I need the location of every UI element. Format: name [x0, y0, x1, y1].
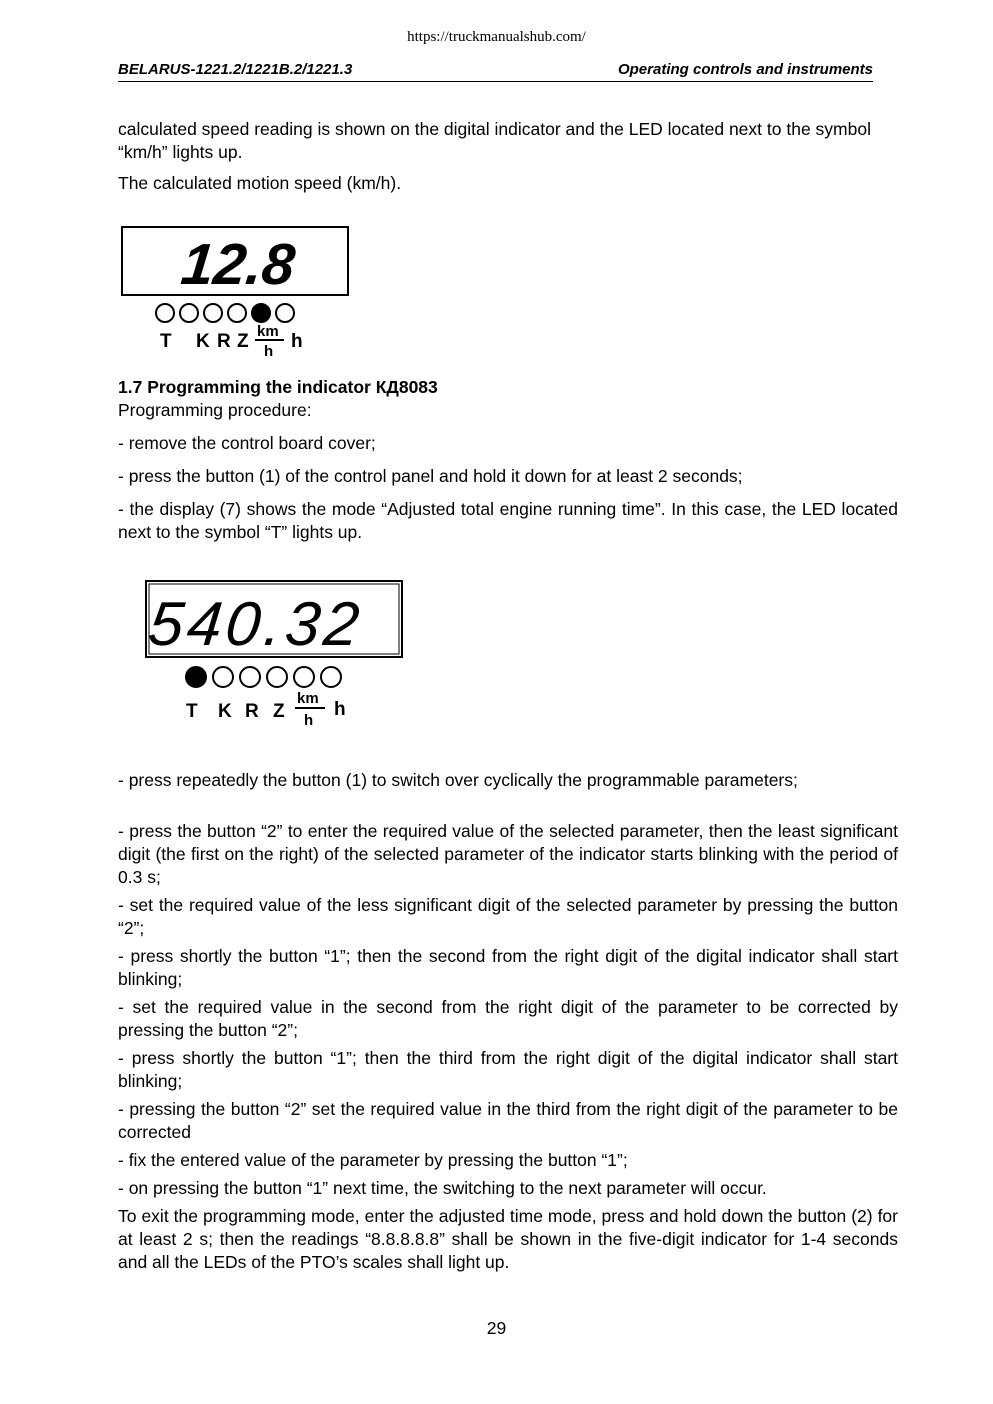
step-1: - remove the control board cover;: [118, 433, 376, 453]
led-3: [267, 667, 287, 687]
led-row: [156, 304, 294, 322]
indicator-diagram-time: [142, 577, 406, 731]
header-section: Operating controls and instruments: [617, 61, 873, 78]
label-h: h: [334, 699, 346, 720]
led-4: [294, 667, 314, 687]
led-3: [228, 304, 246, 322]
section-title: [118, 376, 898, 399]
label-Z: Z: [273, 701, 285, 722]
indicator-figure-speed: [120, 224, 352, 358]
step2-6: - press shortly the button “1”; then the third from the right digit of the digital indicator shall start blinking;: [118, 1048, 898, 1091]
label-K: K: [218, 701, 232, 722]
step2-2: - press the button “2” to enter the required value of the selected parameter, then the least significant digit (the first on the right) of the selected parameter of the indicator starts blinking with the period of 0.3 s;: [118, 821, 898, 887]
step2-1: - press repeatedly the button (1) to switch over cyclically the programmable parameters;: [118, 770, 798, 790]
label-T: T: [186, 701, 198, 722]
led-1: [213, 667, 233, 687]
label-Z: Z: [237, 331, 249, 352]
step2-7: - pressing the button “2” set the required value in the third from the right digit of the parameter to be corrected: [118, 1099, 898, 1142]
label-h: h: [291, 331, 303, 352]
page-number: 29: [486, 1318, 507, 1338]
indicator-diagram-speed: [120, 224, 352, 358]
intro-caption: The calculated motion speed (km/h).: [118, 173, 402, 193]
running-header: [118, 61, 873, 82]
exit-paragraph: To exit the programming mode, enter the adjusted time mode, press and hold down the button (2) for at least 2 s; then the readings “8.8.8.8.8” shall be shown in the five-digit indicator for 1-4 seconds and all the LEDs of the PTO’s scales shall light up.: [118, 1206, 898, 1272]
label-R: R: [217, 331, 231, 352]
label-R: R: [245, 701, 259, 722]
led-row: [186, 667, 341, 687]
section-heading: 1.7 Programming the indicator КД8083: [118, 377, 438, 397]
led-5: [321, 667, 341, 687]
label-h-denominator: h: [264, 343, 274, 358]
led-0: [186, 667, 206, 687]
step2-9: - on pressing the button “1” next time, the switching to the next parameter will occur.: [118, 1178, 767, 1198]
label-km: km: [257, 323, 279, 340]
step2-5: - set the required value in the second from the right digit of the parameter to be corrected by pressing the button “2”;: [118, 997, 898, 1040]
label-km: km: [297, 690, 319, 707]
section-lead: Programming procedure:: [118, 400, 312, 420]
step2-8: - fix the entered value of the parameter by pressing the button “1”;: [118, 1150, 628, 1170]
label-h-denominator: h: [304, 712, 314, 729]
step-2: - press the button (1) of the control panel and hold it down for at least 2 seconds;: [118, 466, 743, 486]
led-4: [252, 304, 270, 322]
led-1: [180, 304, 198, 322]
step2-3: - set the required value of the less significant digit of the selected parameter by pressing the button “2”;: [118, 895, 898, 938]
intro-paragraph: calculated speed reading is shown on the digital indicator and the LED located next to the symbol “km/h” lights up.: [118, 119, 871, 162]
label-K: K: [196, 331, 210, 352]
led-5: [276, 304, 294, 322]
source-url[interactable]: https://truckmanualshub.com/: [407, 29, 586, 45]
step-3: - the display (7) shows the mode “Adjusted total engine running time”. In this case, the LED located next to the symbol “T” lights up.: [118, 499, 898, 542]
led-0: [156, 304, 174, 322]
label-T: T: [160, 331, 172, 352]
indicator-figure-time: [142, 577, 406, 731]
header-model: BELARUS-1221.2/1221B.2/1221.3: [118, 61, 353, 78]
led-2: [204, 304, 222, 322]
led-2: [240, 667, 260, 687]
step2-4: - press shortly the button “1”; then the second from the right digit of the digital indicator shall start blinking;: [118, 946, 898, 989]
display-reading: 12.8: [178, 232, 299, 297]
display-reading: 540.32: [145, 590, 367, 659]
